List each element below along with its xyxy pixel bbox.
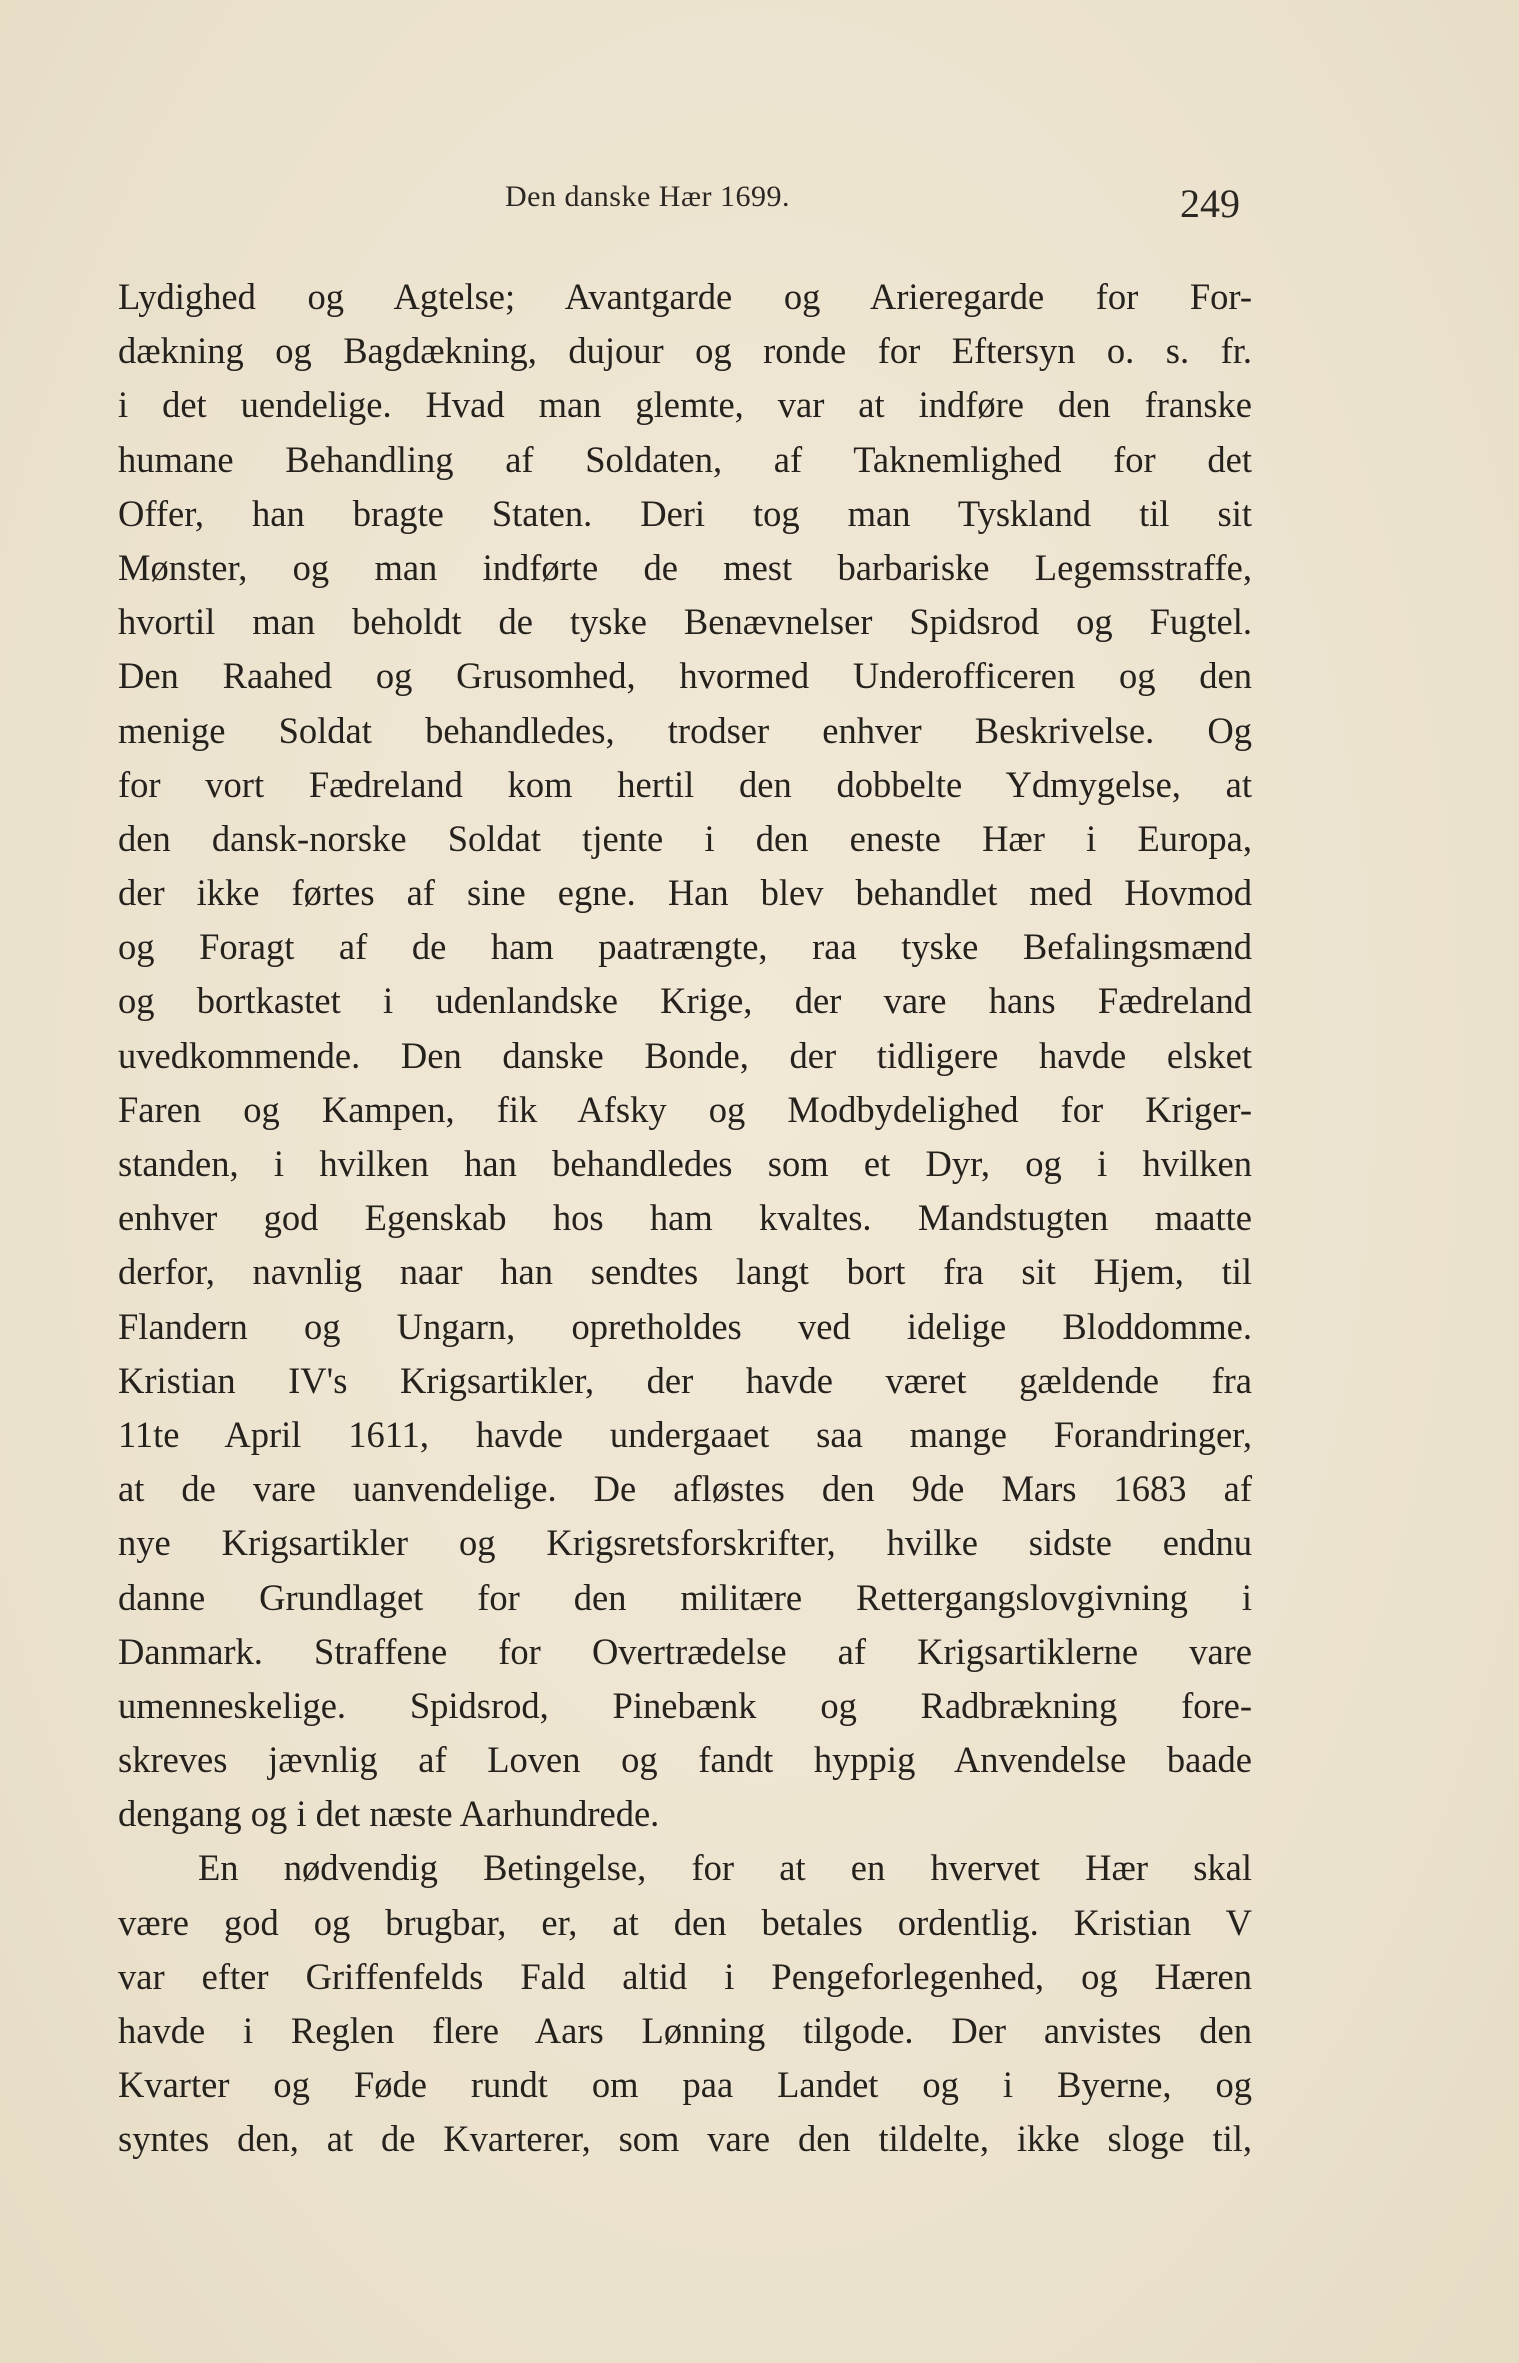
text-line: og bortkastet i udenlandske Krige, der vare hans Fædreland [118, 980, 1252, 1022]
text-line: og Foragt af de ham paatrængte, raa tyske Befalingsmænd [118, 926, 1252, 968]
text-line: menige Soldat behandledes, trodser enhver Beskrivelse. Og [118, 709, 1252, 751]
paragraph-1 [118, 270, 1252, 1841]
text-line: nye Krigsartikler og Krigsretsforskrifter, hvilke sidste endnu [118, 1522, 1252, 1564]
running-title: Den danske Hær 1699. [505, 180, 790, 213]
text-line: skreves jævnlig af Loven og fandt hyppig Anvendelse baade [118, 1739, 1252, 1781]
text-line: den dansk-norske Soldat tjente i den eneste Hær i Europa, [118, 817, 1252, 859]
text-line: Danmark. Straffene for Overtrædelse af Krigsartiklerne vare [118, 1630, 1252, 1672]
text-line: uvedkommende. Den danske Bonde, der tidligere havde elsket [118, 1034, 1252, 1076]
text-line: i det uendelige. Hvad man glemte, var at indføre den franske [118, 384, 1252, 426]
text-line: danne Grundlaget for den militære Rettergangslovgivning i [118, 1576, 1252, 1618]
text-line: dengang og i det næste Aarhundrede. [118, 1793, 660, 1835]
page-number: 249 [1180, 181, 1240, 226]
body-text [118, 270, 1252, 2167]
text-line: Lydighed og Agtelse; Avantgarde og Arieregarde for For- [118, 276, 1252, 317]
text-line: Faren og Kampen, fik Afsky og Modbydelighed for Kriger- [118, 1088, 1252, 1130]
text-line: var efter Griffenfelds Fald altid i Pengeforlegenhed, og Hæren [118, 1955, 1252, 1997]
paragraph-2 [118, 1841, 1252, 2166]
text-line: humane Behandling af Soldaten, af Taknemlighed for det [118, 438, 1252, 480]
text-line: umenneskelige. Spidsrod, Pinebænk og Radbrækning fore- [118, 1684, 1252, 1726]
text-line: for vort Fædreland kom hertil den dobbelte Ydmygelse, at [118, 763, 1252, 805]
text-line: dækning og Bagdækning, dujour og ronde for Eftersyn o. s. fr. [118, 330, 1252, 372]
text-line: Mønster, og man indførte de mest barbariske Legemsstraffe, [118, 546, 1252, 588]
text-line: Kristian IV's Krigsartikler, der havde været gældende fra [118, 1359, 1252, 1401]
text-line: havde i Reglen flere Aars Lønning tilgode. Der anvistes den [118, 2010, 1252, 2051]
text-line: syntes den, at de Kvarterer, som vare den tildelte, ikke sloge til, [118, 2118, 1252, 2160]
text-line: at de vare uanvendelige. De afløstes den 9de Mars 1683 af [118, 1468, 1252, 1510]
text-line: der ikke førtes af sine egne. Han blev behandlet med Hovmod [118, 872, 1252, 914]
text-line: hvortil man beholdt de tyske Benævnelser Spidsrod og Fugtel. [118, 601, 1252, 643]
text-line: enhver god Egenskab hos ham kvaltes. Mandstugten maatte [118, 1197, 1252, 1239]
text-line: standen, i hvilken han behandledes som et Dyr, og i hvilken [118, 1143, 1252, 1184]
text-line: 11te April 1611, havde undergaaet saa mange Forandringer, [118, 1413, 1252, 1455]
text-line: Den Raahed og Grusomhed, hvormed Underofficeren og den [118, 655, 1252, 697]
text-line: være god og brugbar, er, at den betales ordentlig. Kristian V [118, 1901, 1252, 1943]
text-line: Offer, han bragte Staten. Deri tog man Tyskland til sit [118, 492, 1252, 534]
text-line: derfor, navnlig naar han sendtes langt bort fra sit Hjem, til [118, 1251, 1252, 1293]
text-line: Kvarter og Føde rundt om paa Landet og i Byerne, og [118, 2064, 1252, 2106]
text-line: En nødvendig Betingelse, for at en hvervet Hær skal [198, 1847, 1252, 1889]
text-line: Flandern og Ungarn, opretholdes ved idelige Bloddomme. [118, 1305, 1252, 1347]
